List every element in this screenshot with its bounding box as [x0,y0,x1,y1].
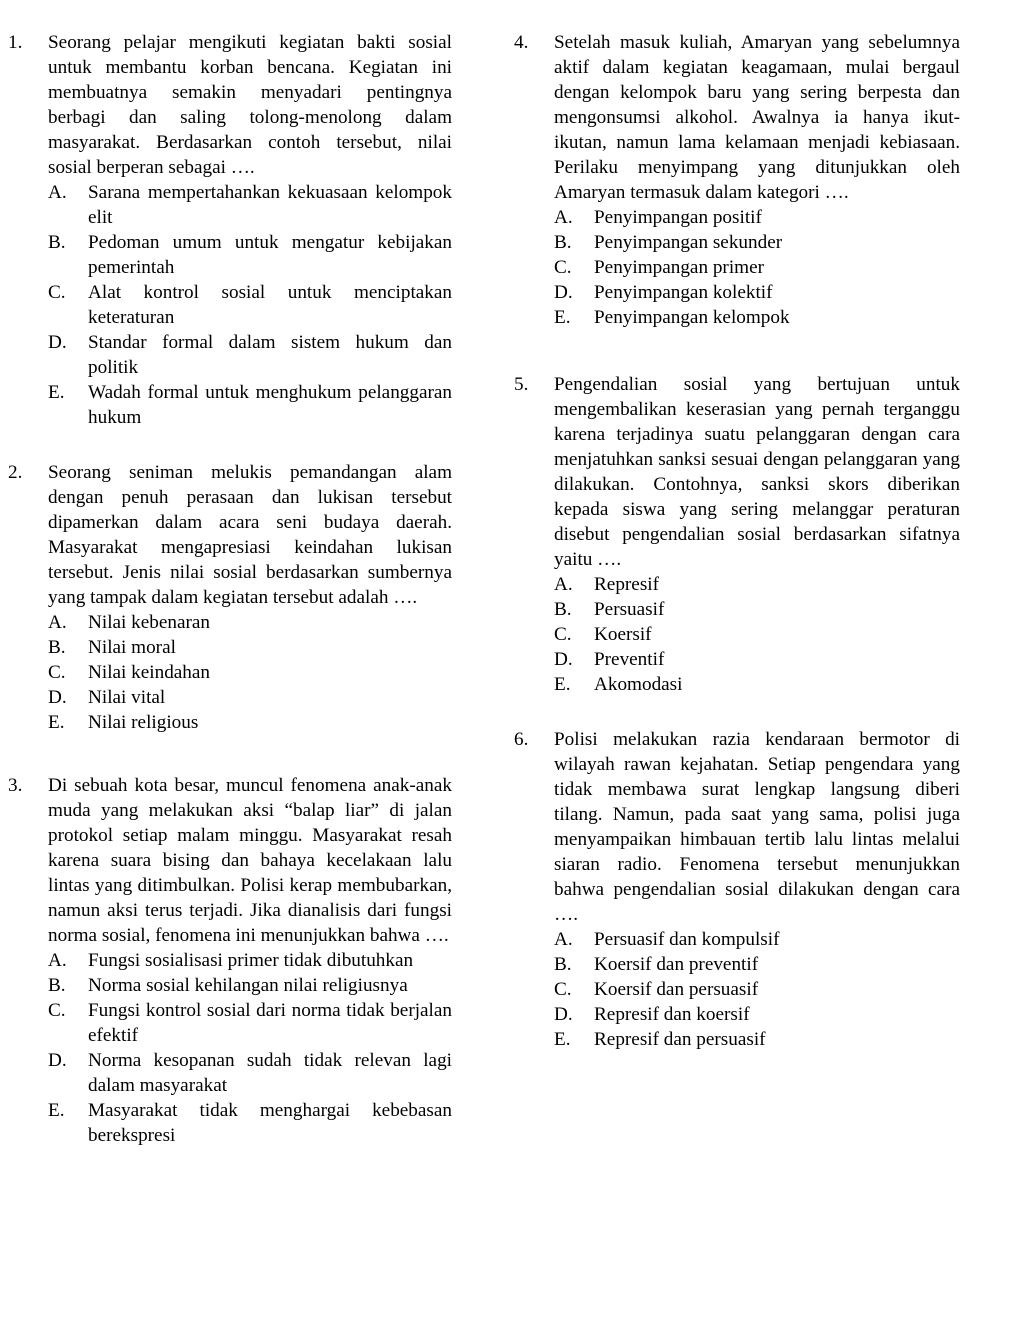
option-d[interactable] [554,1002,960,1027]
option-letter: A. [554,929,573,950]
option-text: Norma sosial kehilangan nilai religiusnya [88,975,408,996]
option-text: Akomodasi [594,674,683,695]
option-a[interactable] [48,180,452,230]
option-c[interactable] [554,622,960,647]
option-text: Represif dan koersif [594,1004,750,1025]
option-b[interactable] [48,230,452,280]
option-e[interactable] [48,710,452,735]
option-text: Wadah formal untuk menghukum pelanggaran hukum [88,382,452,428]
option-d[interactable] [48,1048,452,1098]
question-3 [8,773,452,1148]
option-letter: C. [48,662,66,683]
option-d[interactable] [554,280,960,305]
option-a[interactable] [48,948,452,973]
option-list [48,610,452,735]
option-text: Norma kesopanan sudah tidak relevan lagi dalam masyarakat [88,1050,452,1096]
option-text: Nilai vital [88,687,166,708]
option-e[interactable] [48,380,452,430]
option-text: Persuasif dan kompulsif [594,929,780,950]
question-number: 6. [514,729,529,750]
option-letter: C. [48,1000,66,1021]
option-text: Penyimpangan primer [594,257,764,278]
option-list [48,180,452,430]
option-text: Nilai kebenaran [88,612,210,633]
option-text: Alat kontrol sosial untuk menciptakan keteraturan [88,282,452,328]
question-text: Pengendalian sosial yang bertujuan untuk mengembalikan keserasian yang pernah terganggu karena terjadinya suatu pelanggaran dengan cara menjatuhkan sanksi sesuai dengan pelanggaran yang dilakukan. Contohnya, sanksi skors diberikan kepada siswa yang sering melanggar peraturan disebut pengendalian sosial berdasarkan sifatnya yaitu …. [554,374,960,570]
question-number: 1. [8,32,23,53]
question-2 [8,460,452,735]
option-letter: E. [48,712,65,733]
option-text: Penyimpangan kolektif [594,282,773,303]
option-a[interactable] [554,927,960,952]
option-c[interactable] [554,977,960,1002]
option-letter: A. [48,950,67,971]
question-text: Di sebuah kota besar, muncul fenomena anak-anak muda yang melakukan aksi “balap liar” di jalan protokol setiap malam minggu. Masyarakat resah karena suara bising dan bahaya kecelakaan lalu lintas yang ditimbulkan. Polisi kerap membubarkan, namun aksi terus terjadi. Jika dianalisis dari fungsi norma sosial, fenomena ini menunjukkan bahwa …. [48,775,452,946]
option-text: Represif [594,574,660,595]
question-text: Setelah masuk kuliah, Amaryan yang sebelumnya aktif dalam kegiatan keagamaan, mulai bergaul dengan kelompok baru yang sering berpesta dan mengonsumsi alkohol. Awalnya ia hanya ikut-ikutan, namun lama kelamaan menjadi kebiasaan. Perilaku menyimpang yang ditunjukkan oleh Amaryan termasuk dalam kategori …. [554,32,960,203]
option-d[interactable] [554,647,960,672]
option-letter: D. [554,649,573,670]
option-text: Represif dan persuasif [594,1029,766,1050]
option-text: Penyimpangan kelompok [594,307,790,328]
option-text: Nilai religious [88,712,199,733]
option-b[interactable] [48,973,452,998]
option-a[interactable] [554,572,960,597]
option-text: Penyimpangan sekunder [594,232,783,253]
option-e[interactable] [554,672,960,697]
option-c[interactable] [48,280,452,330]
option-letter: D. [48,1050,67,1071]
option-c[interactable] [554,255,960,280]
option-letter: E. [48,382,65,403]
question-text: Seorang seniman melukis pemandangan alam dengan penuh perasaan dan lukisan tersebut dipamerkan dalam acara seni budaya daerah. Masyarakat mengapresiasi keindahan lukisan tersebut. Jenis nilai sosial berdasarkan sumbernya yang tampak dalam kegiatan tersebut adalah …. [48,462,452,608]
option-letter: A. [48,612,67,633]
option-c[interactable] [48,998,452,1048]
option-letter: B. [554,599,572,620]
option-letter: C. [48,282,66,303]
option-c[interactable] [48,660,452,685]
option-letter: A. [554,207,573,228]
option-text: Fungsi sosialisasi primer tidak dibutuhkan [88,950,414,971]
option-letter: A. [48,182,67,203]
option-a[interactable] [554,205,960,230]
option-list [554,927,960,1052]
option-b[interactable] [554,230,960,255]
option-letter: E. [554,1029,571,1050]
option-text: Koersif dan preventif [594,954,759,975]
option-letter: A. [554,574,573,595]
option-text: Persuasif [594,599,665,620]
option-letter: C. [554,257,572,278]
question-number: 2. [8,462,23,483]
option-letter: C. [554,979,572,1000]
option-text: Koersif dan persuasif [594,979,759,1000]
option-e[interactable] [554,305,960,330]
option-e[interactable] [48,1098,452,1148]
option-e[interactable] [554,1027,960,1052]
option-b[interactable] [554,597,960,622]
option-text: Nilai keindahan [88,662,211,683]
question-number: 5. [514,374,529,395]
question-number: 3. [8,775,23,796]
option-list [48,948,452,1148]
option-text: Nilai moral [88,637,176,658]
left-column [8,30,452,1172]
option-letter: B. [554,232,572,253]
option-letter: C. [554,624,572,645]
question-5 [514,372,960,697]
option-text: Koersif [594,624,652,645]
option-text: Pedoman umum untuk mengatur kebijakan pemerintah [88,232,452,278]
option-letter: D. [48,332,67,353]
option-d[interactable] [48,330,452,380]
option-d[interactable] [48,685,452,710]
option-text: Penyimpangan positif [594,207,762,228]
option-letter: B. [554,954,572,975]
right-column [514,30,960,1076]
option-letter: D. [48,687,67,708]
option-text: Preventif [594,649,665,670]
option-text: Sarana mempertahankan kekuasaan kelompok elit [88,182,452,228]
question-text: Polisi melakukan razia kendaraan bermotor di wilayah rawan kejahatan. Setiap pengendara yang tidak membawa surat lengkap langsung diberi tilang. Namun, pada saat yang sama, polisi juga menyampaikan himbauan tertib lalu lintas melalui siaran radio. Fenomena tersebut menunjukkan bahwa pengendalian sosial dilakukan dengan cara …. [554,729,960,925]
option-letter: E. [554,307,571,328]
option-letter: B. [48,637,66,658]
question-4 [514,30,960,330]
option-b[interactable] [554,952,960,977]
option-letter: B. [48,975,66,996]
option-text: Fungsi kontrol sosial dari norma tidak berjalan efektif [88,1000,452,1046]
option-list [554,572,960,697]
option-text: Masyarakat tidak menghargai kebebasan berekspresi [88,1100,452,1146]
option-b[interactable] [48,635,452,660]
question-number: 4. [514,32,529,53]
question-6 [514,727,960,1052]
question-text: Seorang pelajar mengikuti kegiatan bakti sosial untuk membantu korban bencana. Kegiatan ini membuatnya semakin menyadari pentingnya berbagi dan saling tolong-menolong dalam masyarakat. Berdasarkan contoh tersebut, nilai sosial berperan sebagai …. [48,32,452,178]
option-text: Standar formal dalam sistem hukum dan politik [88,332,452,378]
option-letter: B. [48,232,66,253]
option-letter: E. [48,1100,65,1121]
option-letter: D. [554,282,573,303]
option-letter: E. [554,674,571,695]
question-1 [8,30,452,430]
option-list [554,205,960,330]
option-a[interactable] [48,610,452,635]
option-letter: D. [554,1004,573,1025]
